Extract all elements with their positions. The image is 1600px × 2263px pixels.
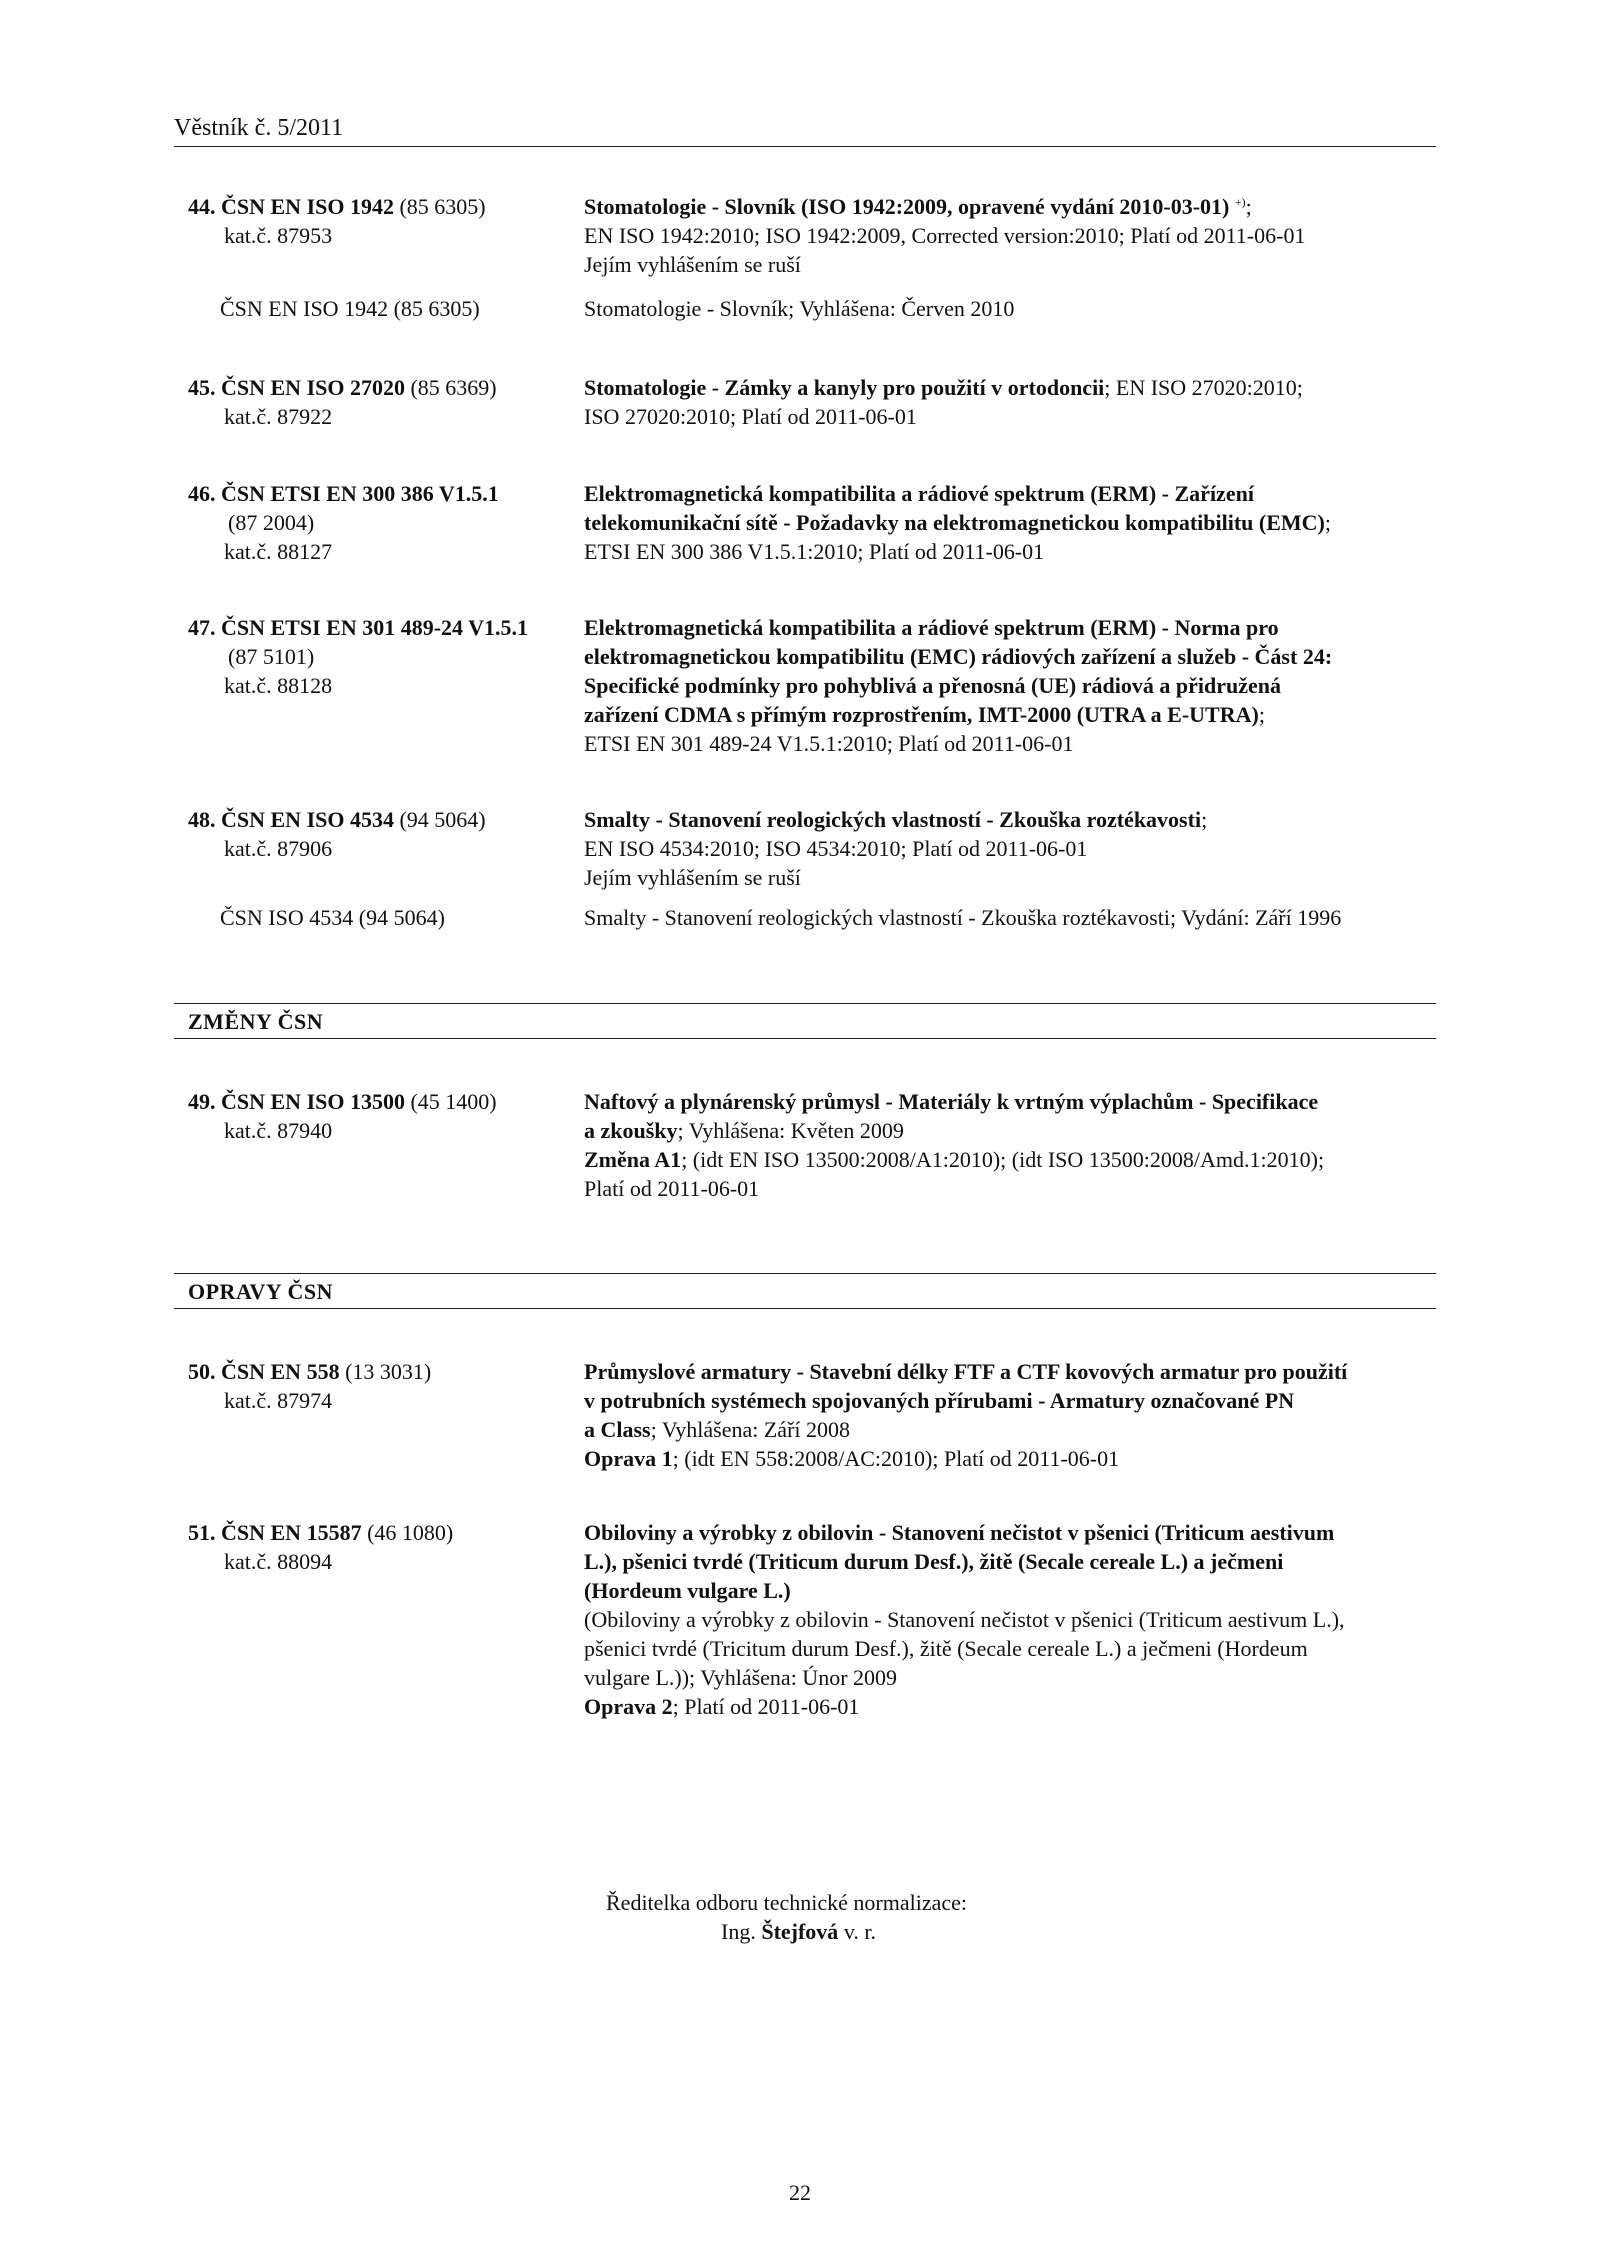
signature-name-line — [606, 1917, 967, 1946]
section-header-corrections — [174, 1273, 1436, 1309]
standard-title: telekomunikační sítě - Požadavky na elektromagnetickou kompatibilitu (EMC) — [584, 510, 1325, 535]
standard-code: ČSN EN 15587 — [221, 1520, 362, 1545]
catalog-number: kat.č. 88128 — [224, 673, 333, 698]
entry-number: 44. — [188, 194, 216, 219]
original-title: pšenici tvrdé (Tricitum durum Desf.), žitě (Secale cereale L.) a ječmeni (Hordeum — [584, 1636, 1308, 1661]
amendment-label: Změna A1 — [584, 1147, 682, 1172]
entry-id — [188, 373, 578, 431]
standard-details: EN ISO 1942:2010; ISO 1942:2009, Corrected version:2010; Platí od 2011-06-01 — [584, 223, 1306, 248]
replaced-code: ČSN ISO 4534 (94 5064) — [220, 905, 445, 930]
standard-details: EN ISO 4534:2010; ISO 4534:2010; Platí od 2011-06-01 — [584, 836, 1088, 861]
standard-title: Obiloviny a výrobky z obilovin - Stanovení nečistot v pšenici (Triticum aestivum — [584, 1520, 1335, 1545]
catalog-number: kat.č. 88127 — [224, 539, 333, 564]
footnote-marker: +) — [1234, 195, 1246, 209]
punct: ; — [1245, 194, 1252, 219]
standard-details: ETSI EN 300 386 V1.5.1:2010; Platí od 2011-06-01 — [584, 539, 1045, 564]
classification: (45 1400) — [404, 1089, 497, 1114]
entry-body — [584, 1357, 1444, 1473]
catalog-number: kat.č. 87906 — [224, 836, 333, 861]
original-title: vulgare L.)); Vyhlášena: Únor 2009 — [584, 1665, 898, 1690]
classification: (87 2004) — [228, 510, 315, 535]
replaces-note: Jejím vyhlášením se ruší — [584, 252, 801, 277]
punct: ; — [1258, 702, 1265, 727]
standard-title: Stomatologie - Slovník (ISO 1942:2009, opravené vydání 2010-03-01) — [584, 194, 1230, 219]
page-header — [174, 110, 1436, 147]
standard-title: Smalty - Stanovení reologických vlastností - Zkouška roztékavosti — [584, 807, 1202, 832]
standard-details: ISO 27020:2010; Platí od 2011-06-01 — [584, 404, 917, 429]
standard-title: elektromagnetickou kompatibilitu (EMC) rádiových zařízení a služeb - Část 24: — [584, 644, 1333, 669]
correction-details: ; Platí od 2011-06-01 — [672, 1694, 860, 1719]
signature-name: Štejfová — [761, 1919, 839, 1944]
signature-suffix: v. r. — [838, 1919, 876, 1944]
entry-number: 51. — [188, 1520, 216, 1545]
entry-id — [188, 479, 578, 566]
standard-code: ČSN ETSI EN 301 489-24 V1.5.1 — [221, 615, 529, 640]
correction-label: Oprava 1 — [584, 1446, 673, 1471]
entry-body — [584, 373, 1444, 431]
entry-body — [584, 479, 1444, 566]
standard-details: ; Vyhlášena: Květen 2009 — [677, 1118, 904, 1143]
standard-title: a zkoušky — [584, 1118, 678, 1143]
standard-code: ČSN EN ISO 4534 — [221, 807, 394, 832]
classification: (85 6369) — [404, 375, 497, 400]
punct: ; — [1324, 510, 1332, 535]
replaced-title: Smalty - Stanovení reologických vlastností - Zkouška roztékavosti; Vydání: Září 1996 — [584, 905, 1342, 930]
entry-body — [584, 613, 1444, 758]
entry-number: 47. — [188, 615, 216, 640]
standard-details: ; Vyhlášena: Září 2008 — [650, 1417, 851, 1442]
entry-id — [188, 1087, 578, 1145]
standard-title: Průmyslové armatury - Stavební délky FTF a CTF kovových armatur pro použití — [584, 1359, 1348, 1384]
entry-number: 45. — [188, 375, 216, 400]
standard-title: L.), pšenici tvrdé (Triticum durum Desf.), žitě (Secale cereale L.) a ječmeni — [584, 1549, 1284, 1574]
section-title: ZMĚNY ČSN — [188, 1009, 324, 1034]
section-title: OPRAVY ČSN — [188, 1279, 333, 1304]
classification: (46 1080) — [361, 1520, 454, 1545]
replaces-note: Jejím vyhlášením se ruší — [584, 865, 801, 890]
standard-title: a Class — [584, 1417, 651, 1442]
standard-title: (Hordeum vulgare L.) — [584, 1578, 791, 1603]
entry-body — [584, 1087, 1444, 1203]
standard-title: Elektromagnetická kompatibilita a rádiové spektrum (ERM) - Norma pro — [584, 615, 1279, 640]
entry-body — [584, 192, 1444, 279]
page-number: 22 — [789, 2180, 811, 2205]
punct: ; — [1201, 807, 1208, 832]
entry-id — [188, 613, 578, 700]
entry-number: 48. — [188, 807, 216, 832]
classification: (85 6305) — [393, 194, 486, 219]
correction-details: ; (idt EN 558:2008/AC:2010); Platí od 2011-06-01 — [672, 1446, 1120, 1471]
catalog-number: kat.č. 87940 — [224, 1118, 333, 1143]
standard-code: ČSN ETSI EN 300 386 V1.5.1 — [221, 481, 499, 506]
standard-title: Stomatologie - Zámky a kanyly pro použití v ortodoncii — [584, 375, 1105, 400]
standard-title: Elektromagnetická kompatibilita a rádiové spektrum (ERM) - Zařízení — [584, 481, 1254, 506]
classification: (94 5064) — [393, 807, 486, 832]
correction-label: Oprava 2 — [584, 1694, 673, 1719]
replaced-title: Stomatologie - Slovník; Vyhlášena: Červen 2010 — [584, 296, 1015, 321]
replaced-code: ČSN EN ISO 1942 (85 6305) — [220, 296, 480, 321]
standard-code: ČSN EN ISO 13500 — [221, 1089, 405, 1114]
standard-title: Naftový a plynárenský průmysl - Materiály k vrtným výplachům - Specifikace — [584, 1089, 1319, 1114]
entry-body — [584, 1518, 1444, 1721]
validity-date: Platí od 2011-06-01 — [584, 1176, 760, 1201]
standard-code: ČSN EN ISO 27020 — [221, 375, 405, 400]
standard-details: ; EN ISO 27020:2010; — [1104, 375, 1303, 400]
standard-title: zařízení CDMA s přímým rozprostřením, IMT-2000 (UTRA a E-UTRA) — [584, 702, 1259, 727]
entry-number: 49. — [188, 1089, 216, 1114]
entry-id — [188, 1357, 578, 1415]
journal-title: Věstník č. 5/2011 — [174, 115, 344, 141]
classification: (13 3031) — [339, 1359, 432, 1384]
signature-block — [606, 1888, 967, 1946]
standard-details: ETSI EN 301 489-24 V1.5.1:2010; Platí od 2011-06-01 — [584, 731, 1074, 756]
section-header-changes — [174, 1003, 1436, 1039]
catalog-number: kat.č. 87953 — [224, 223, 333, 248]
standard-code: ČSN EN ISO 1942 — [221, 194, 394, 219]
catalog-number: kat.č. 88094 — [224, 1549, 333, 1574]
standard-title: v potrubních systémech spojovaných přírubami - Armatury označované PN — [584, 1388, 1295, 1413]
classification: (87 5101) — [228, 644, 315, 669]
signature-prefix: Ing. — [721, 1919, 762, 1944]
entry-body — [584, 805, 1444, 892]
standard-code: ČSN EN 558 — [221, 1359, 340, 1384]
entry-id — [188, 1518, 578, 1576]
standard-title: Specifické podmínky pro pohyblivá a přenosná (UE) rádiová a přidružená — [584, 673, 1281, 698]
original-title: (Obiloviny a výrobky z obilovin - Stanovení nečistot v pšenici (Triticum aestivum L.), — [584, 1607, 1345, 1632]
catalog-number: kat.č. 87922 — [224, 404, 333, 429]
signature-role: Ředitelka odboru technické normalizace: — [606, 1890, 968, 1915]
entry-id — [188, 192, 578, 250]
catalog-number: kat.č. 87974 — [224, 1388, 333, 1413]
entry-id — [188, 805, 578, 863]
entry-number: 46. — [188, 481, 216, 506]
amendment-details: ; (idt EN ISO 13500:2008/A1:2010); (idt ISO 13500:2008/Amd.1:2010); — [681, 1147, 1325, 1172]
entry-number: 50. — [188, 1359, 216, 1384]
